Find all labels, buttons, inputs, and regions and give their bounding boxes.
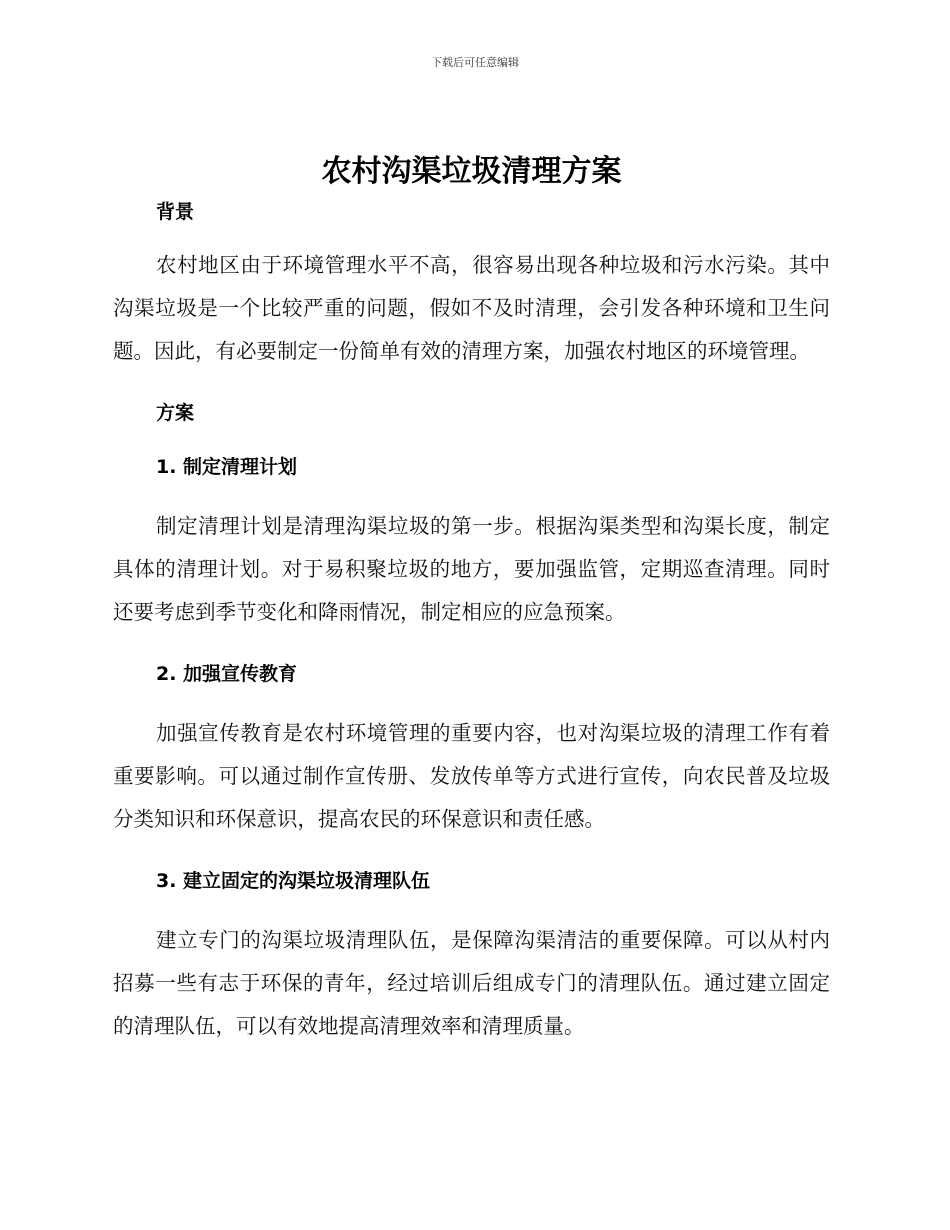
plan-item-heading: 3. 建立固定的沟渠垃圾清理队伍 xyxy=(156,870,431,892)
plan-heading: 方案 xyxy=(156,402,195,424)
background-paragraph: 农村地区由于环境管理水平不高，很容易出现各种垃圾和污水污染。其中沟渠垃圾是一个比较严重的问题，假如不及时清理，会引发各种环境和卫生问题。因此，有必要制定一份简单有效的清理方案，加强农村地区的环境管理。 xyxy=(113,253,830,363)
plan-item-paragraph: 加强宣传教育是农村环境管理的重要内容，也对沟渠垃圾的清理工作有着重要影响。可以通过制作宣传册、发放传单等方式进行宣传，向农民普及垃圾分类知识和环保意识，提高农民的环保意识和责任感。 xyxy=(113,721,830,831)
background-heading: 背景 xyxy=(156,201,195,223)
page-header-note: 下载后可任意编辑 xyxy=(431,56,519,69)
document-title: 农村沟渠垃圾清理方案 xyxy=(321,154,622,189)
plan-item-heading: 2. 加强宣传教育 xyxy=(156,663,298,685)
plan-item-paragraph: 制定清理计划是清理沟渠垃圾的第一步。根据沟渠类型和沟渠长度，制定具体的清理计划。对于易积聚垃圾的地方，要加强监管，定期巡查清理。同时还要考虑到季节变化和降雨情况，制定相应的应急预案。 xyxy=(113,514,830,624)
document-body xyxy=(113,150,830,1048)
plan-item-paragraph: 建立专门的沟渠垃圾清理队伍，是保障沟渠清洁的重要保障。可以从村内招募一些有志于环保的青年，经过培训后组成专门的清理队伍。通过建立固定的清理队伍，可以有效地提高清理效率和清理质量。 xyxy=(113,928,830,1038)
plan-item-heading: 1. 制定清理计划 xyxy=(156,456,298,478)
